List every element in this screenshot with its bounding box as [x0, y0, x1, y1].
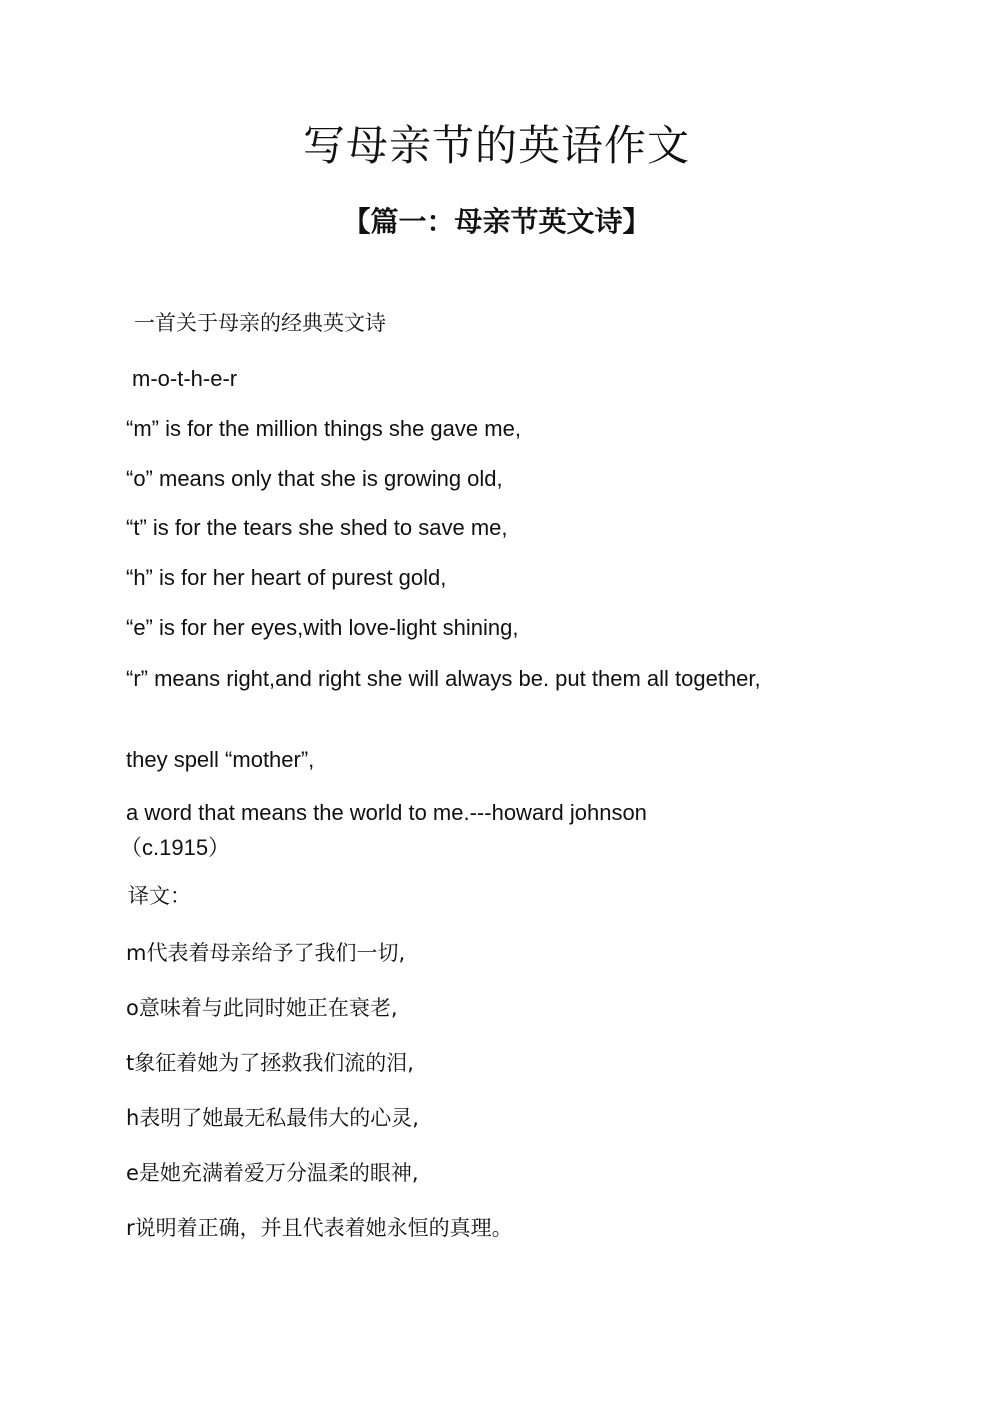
translation-line-t: t象征着她为了拯救我们流的泪, — [126, 1051, 414, 1075]
section-heading: 【篇一：母亲节英文诗】 — [342, 205, 651, 238]
poem-line-o: “o” means only that she is growing old, — [126, 466, 503, 491]
document-title: 写母亲节的英语作文 — [302, 121, 690, 170]
poem-intro: 一首关于母亲的经典英文诗 — [134, 311, 386, 335]
poem-line-author: a word that means the world to me.---howard johnson（c.1915） — [120, 800, 647, 860]
poem-line-t: “t” is for the tears she shed to save me, — [126, 515, 508, 540]
translation-line-r: r说明着正确，并且代表着她永恒的真理。 — [126, 1216, 513, 1240]
translation-line-o: o意味着与此同时她正在衰老, — [126, 996, 398, 1020]
poem-line-r: “r” means right,and right she will always be. put them all together, — [126, 666, 761, 691]
poem-acrostic: m-o-t-h-e-r — [132, 366, 238, 391]
poem-line-m: “m” is for the million things she gave me, — [126, 416, 521, 441]
translation-line-e: e是她充满着爱万分温柔的眼神, — [126, 1161, 419, 1185]
poem-line-h: “h” is for her heart of purest gold, — [126, 565, 447, 590]
translation-line-m: m代表着母亲给予了我们一切, — [126, 941, 406, 965]
poem-line-spell: they spell “mother”, — [126, 747, 315, 772]
translation-line-h: h表明了她最无私最伟大的心灵, — [126, 1106, 419, 1130]
poem-line-e: “e” is for her eyes,with love-light shining, — [126, 615, 519, 640]
translation-label: 译文： — [128, 884, 191, 908]
